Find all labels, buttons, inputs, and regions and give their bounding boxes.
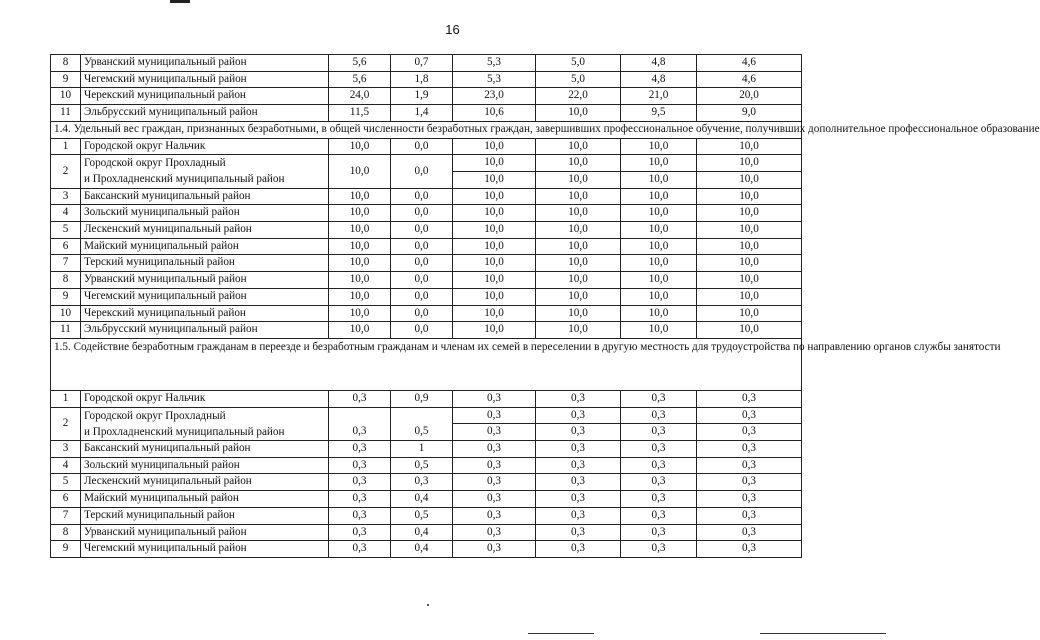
row-number: 8 [51,524,81,541]
value-cell: 0,3 [329,441,391,458]
value-cell: 10,6 [453,105,536,122]
value-cell: 10,0 [697,222,802,239]
value-cell: 0,3 [697,491,802,508]
table-row [51,288,802,305]
district-name: Эльбрусский муниципальный район [81,105,329,122]
value-cell: 10,0 [621,171,697,188]
district-name: Чегемский муниципальный район [81,541,329,558]
value-cell: 0,3 [536,507,621,524]
page-number: 16 [445,22,460,37]
row-number: 3 [51,188,81,205]
value-cell: 10,0 [621,188,697,205]
district-name-line: и Прохладненский муниципальный район [84,425,285,438]
value-cell: 10,0 [536,322,621,339]
value-cell: 10,0 [697,322,802,339]
value-cell: 0,3 [697,474,802,491]
table-row [51,457,802,474]
value-cell: 0,3 [453,507,536,524]
value-cell: 20,0 [697,88,802,105]
value-cell: 4,8 [621,55,697,72]
indicators-table [50,54,1040,558]
value-cell: 0,0 [391,222,453,239]
value-cell: 10,0 [621,255,697,272]
row-number: 1 [51,138,81,155]
value-cell: 0,3 [453,407,536,424]
value-cell: 10,0 [453,155,536,172]
value-cell: 10,0 [536,238,621,255]
value-cell: 11,5 [329,105,391,122]
row-number: 11 [51,322,81,339]
value-cell: 0,0 [391,238,453,255]
value-cell: 10,0 [453,222,536,239]
value-cell: 0,3 [536,407,621,424]
value-cell: 10,0 [329,205,391,222]
value-cell: 0,3 [453,524,536,541]
value-cell: 10,0 [329,238,391,255]
district-name: Зольский муниципальный район [81,205,329,222]
district-name: Урванский муниципальный район [81,55,329,72]
value-cell: 5,0 [536,55,621,72]
row-number: 7 [51,507,81,524]
value-cell: 10,0 [536,138,621,155]
value-cell: 0,3 [536,474,621,491]
row-number: 8 [51,272,81,289]
district-name: Городской округ Нальчик [81,138,329,155]
value-cell: 0,5 [391,407,453,440]
table-row [51,88,802,105]
row-number: 9 [51,541,81,558]
value-cell: 0,3 [697,390,802,407]
value-cell: 10,0 [697,138,802,155]
value-cell: 10,0 [536,155,621,172]
table-row [51,407,802,424]
value-cell: 0,3 [329,407,391,440]
district-name: Чегемский муниципальный район [81,288,329,305]
value-cell: 0,0 [391,155,453,188]
value-cell: 0,0 [391,305,453,322]
value-cell: 0,3 [621,407,697,424]
row-number: 10 [51,305,81,322]
table-row [51,390,802,407]
row-number: 2 [51,155,81,188]
table-row [51,474,802,491]
value-cell: 0,3 [453,390,536,407]
bottom-dot [427,604,429,606]
value-cell: 10,0 [329,255,391,272]
value-cell: 10,0 [697,171,802,188]
value-cell: 0,3 [536,491,621,508]
value-cell: 0,3 [329,474,391,491]
value-cell: 10,0 [621,305,697,322]
value-cell: 1,4 [391,105,453,122]
value-cell: 0,3 [697,507,802,524]
value-cell: 0,4 [391,491,453,508]
value-cell: 1,8 [391,71,453,88]
row-number: 6 [51,238,81,255]
value-cell: 0,4 [391,541,453,558]
value-cell: 0,3 [621,507,697,524]
table-row [51,507,802,524]
table-row [51,524,802,541]
value-cell: 1 [391,441,453,458]
row-number: 1 [51,390,81,407]
table-row [51,441,802,458]
value-cell: 5,3 [453,71,536,88]
value-cell: 10,0 [329,188,391,205]
value-cell: 0,3 [329,457,391,474]
value-cell: 10,0 [453,138,536,155]
section-title: 1.4. Удельный вес граждан, признанных безработными, в общей численности безработных граждан, завершивших профессиональное обучение, получивших дополнительное профессиональное образование [51,121,802,138]
value-cell: 5,6 [329,55,391,72]
table-row [51,238,802,255]
district-name: Урванский муниципальный район [81,272,329,289]
district-name: Городской округ Нальчик [81,390,329,407]
value-cell: 23,0 [453,88,536,105]
district-name: Лескенский муниципальный район [81,474,329,491]
value-cell: 24,0 [329,88,391,105]
value-cell: 0,3 [621,441,697,458]
value-cell: 0,3 [453,491,536,508]
value-cell: 0,7 [391,55,453,72]
district-name: Эльбрусский муниципальный район [81,322,329,339]
district-name: Зольский муниципальный район [81,457,329,474]
value-cell: 10,0 [453,255,536,272]
value-cell: 10,0 [621,322,697,339]
row-number: 11 [51,105,81,122]
district-name: Майский муниципальный район [81,238,329,255]
table-row [51,322,802,339]
value-cell: 10,0 [536,288,621,305]
value-cell: 10,0 [621,272,697,289]
value-cell: 10,0 [697,272,802,289]
value-cell: 10,0 [329,155,391,188]
value-cell: 0,0 [391,288,453,305]
value-cell: 0,5 [391,457,453,474]
value-cell: 10,0 [536,105,621,122]
value-cell: 10,0 [621,205,697,222]
value-cell: 9,5 [621,105,697,122]
value-cell: 10,0 [621,138,697,155]
value-cell: 0,3 [453,457,536,474]
value-cell: 0,3 [536,424,621,441]
value-cell: 0,3 [536,441,621,458]
district-name: Терский муниципальный район [81,507,329,524]
value-cell: 0,3 [621,474,697,491]
table-row [51,55,802,72]
district-name: Урванский муниципальный район [81,524,329,541]
row-number: 10 [51,88,81,105]
value-cell: 10,0 [329,288,391,305]
value-cell: 10,0 [329,305,391,322]
value-cell: 10,0 [536,272,621,289]
value-cell: 0,3 [697,541,802,558]
district-name: Черекский муниципальный район [81,88,329,105]
value-cell: 0,0 [391,255,453,272]
value-cell: 10,0 [453,305,536,322]
table-row [51,138,802,155]
row-number: 5 [51,222,81,239]
value-cell: 10,0 [621,155,697,172]
value-cell: 10,0 [453,205,536,222]
value-cell: 0,0 [391,138,453,155]
value-cell: 10,0 [536,171,621,188]
value-cell: 0,3 [621,541,697,558]
value-cell: 0,3 [697,407,802,424]
value-cell: 0,3 [621,491,697,508]
row-number: 8 [51,55,81,72]
value-cell: 10,0 [329,272,391,289]
district-name-line: Городской округ Прохладный [84,409,226,422]
value-cell: 10,0 [536,305,621,322]
value-cell: 10,0 [536,188,621,205]
value-cell: 0,9 [391,390,453,407]
value-cell: 10,0 [329,138,391,155]
value-cell: 0,3 [329,524,391,541]
value-cell: 0,4 [391,524,453,541]
value-cell: 21,0 [621,88,697,105]
value-cell: 10,0 [453,272,536,289]
value-cell: 1,9 [391,88,453,105]
section-row [51,338,802,390]
value-cell: 10,0 [536,205,621,222]
row-number: 2 [51,407,81,440]
value-cell: 0,3 [329,541,391,558]
value-cell: 0,3 [536,541,621,558]
value-cell: 22,0 [536,88,621,105]
row-number: 4 [51,205,81,222]
value-cell: 0,3 [621,524,697,541]
value-cell: 0,3 [697,524,802,541]
value-cell: 5,6 [329,71,391,88]
value-cell: 10,0 [453,171,536,188]
value-cell: 10,0 [697,238,802,255]
district-name: Терский муниципальный район [81,255,329,272]
value-cell: 10,0 [697,255,802,272]
value-cell: 0,3 [697,424,802,441]
section-row [51,121,802,138]
value-cell: 10,0 [621,288,697,305]
value-cell: 10,0 [697,188,802,205]
value-cell: 10,0 [453,288,536,305]
value-cell: 0,0 [391,322,453,339]
table-row [51,188,802,205]
value-cell: 0,3 [453,541,536,558]
value-cell: 4,6 [697,55,802,72]
value-cell: 10,0 [697,305,802,322]
value-cell: 10,0 [697,205,802,222]
value-cell: 0,3 [536,457,621,474]
value-cell: 0,3 [621,390,697,407]
top-mark [170,0,190,3]
value-cell: 10,0 [536,222,621,239]
table-row [51,305,802,322]
value-cell: 10,0 [536,255,621,272]
district-name: Баксанский муниципальный район [81,188,329,205]
value-cell: 10,0 [453,238,536,255]
value-cell: 0,3 [453,424,536,441]
value-cell: 0,3 [621,424,697,441]
value-cell: 0,3 [536,524,621,541]
bottom-line [760,633,886,634]
district-name: Чегемский муниципальный район [81,71,329,88]
table-row [51,155,802,172]
row-number: 6 [51,491,81,508]
table-row [51,105,802,122]
value-cell: 0,3 [697,441,802,458]
table-row [51,71,802,88]
value-cell: 4,8 [621,71,697,88]
value-cell: 5,0 [536,71,621,88]
value-cell: 0,3 [697,457,802,474]
value-cell: 0,5 [391,507,453,524]
row-number: 9 [51,71,81,88]
table-row [51,205,802,222]
table-row [51,491,802,508]
value-cell: 0,3 [621,457,697,474]
row-number: 4 [51,457,81,474]
table-row [51,255,802,272]
table-row [51,272,802,289]
value-cell: 10,0 [453,322,536,339]
district-name-line: и Прохладненский муниципальный район [84,173,285,186]
district-name [81,155,329,188]
section-title: 1.5. Содействие безработным гражданам в переезде и безработным гражданам и членам их семей в переселении в другую местность для трудоустройства по направлению органов службы занятости [51,338,802,390]
value-cell: 0,3 [391,474,453,491]
district-name: Черекский муниципальный район [81,305,329,322]
district-name-line: Городской округ Прохладный [84,157,226,170]
row-number: 5 [51,474,81,491]
district-name: Баксанский муниципальный район [81,441,329,458]
table-row [51,541,802,558]
value-cell: 0,3 [536,390,621,407]
value-cell: 0,0 [391,272,453,289]
value-cell: 10,0 [329,222,391,239]
bottom-line [528,633,594,634]
value-cell: 4,6 [697,71,802,88]
row-number: 3 [51,441,81,458]
value-cell: 10,0 [453,188,536,205]
row-number: 7 [51,255,81,272]
value-cell: 0,3 [329,507,391,524]
value-cell: 10,0 [621,222,697,239]
value-cell: 10,0 [329,322,391,339]
value-cell: 0,3 [453,474,536,491]
district-name [81,407,329,440]
district-name: Майский муниципальный район [81,491,329,508]
value-cell: 9,0 [697,105,802,122]
value-cell: 0,3 [453,441,536,458]
value-cell: 0,3 [329,491,391,508]
value-cell: 0,3 [329,390,391,407]
value-cell: 10,0 [621,238,697,255]
row-number: 9 [51,288,81,305]
value-cell: 5,3 [453,55,536,72]
value-cell: 10,0 [697,288,802,305]
table-row [51,222,802,239]
value-cell: 0,0 [391,188,453,205]
district-name: Лескенский муниципальный район [81,222,329,239]
value-cell: 0,0 [391,205,453,222]
value-cell: 10,0 [697,155,802,172]
